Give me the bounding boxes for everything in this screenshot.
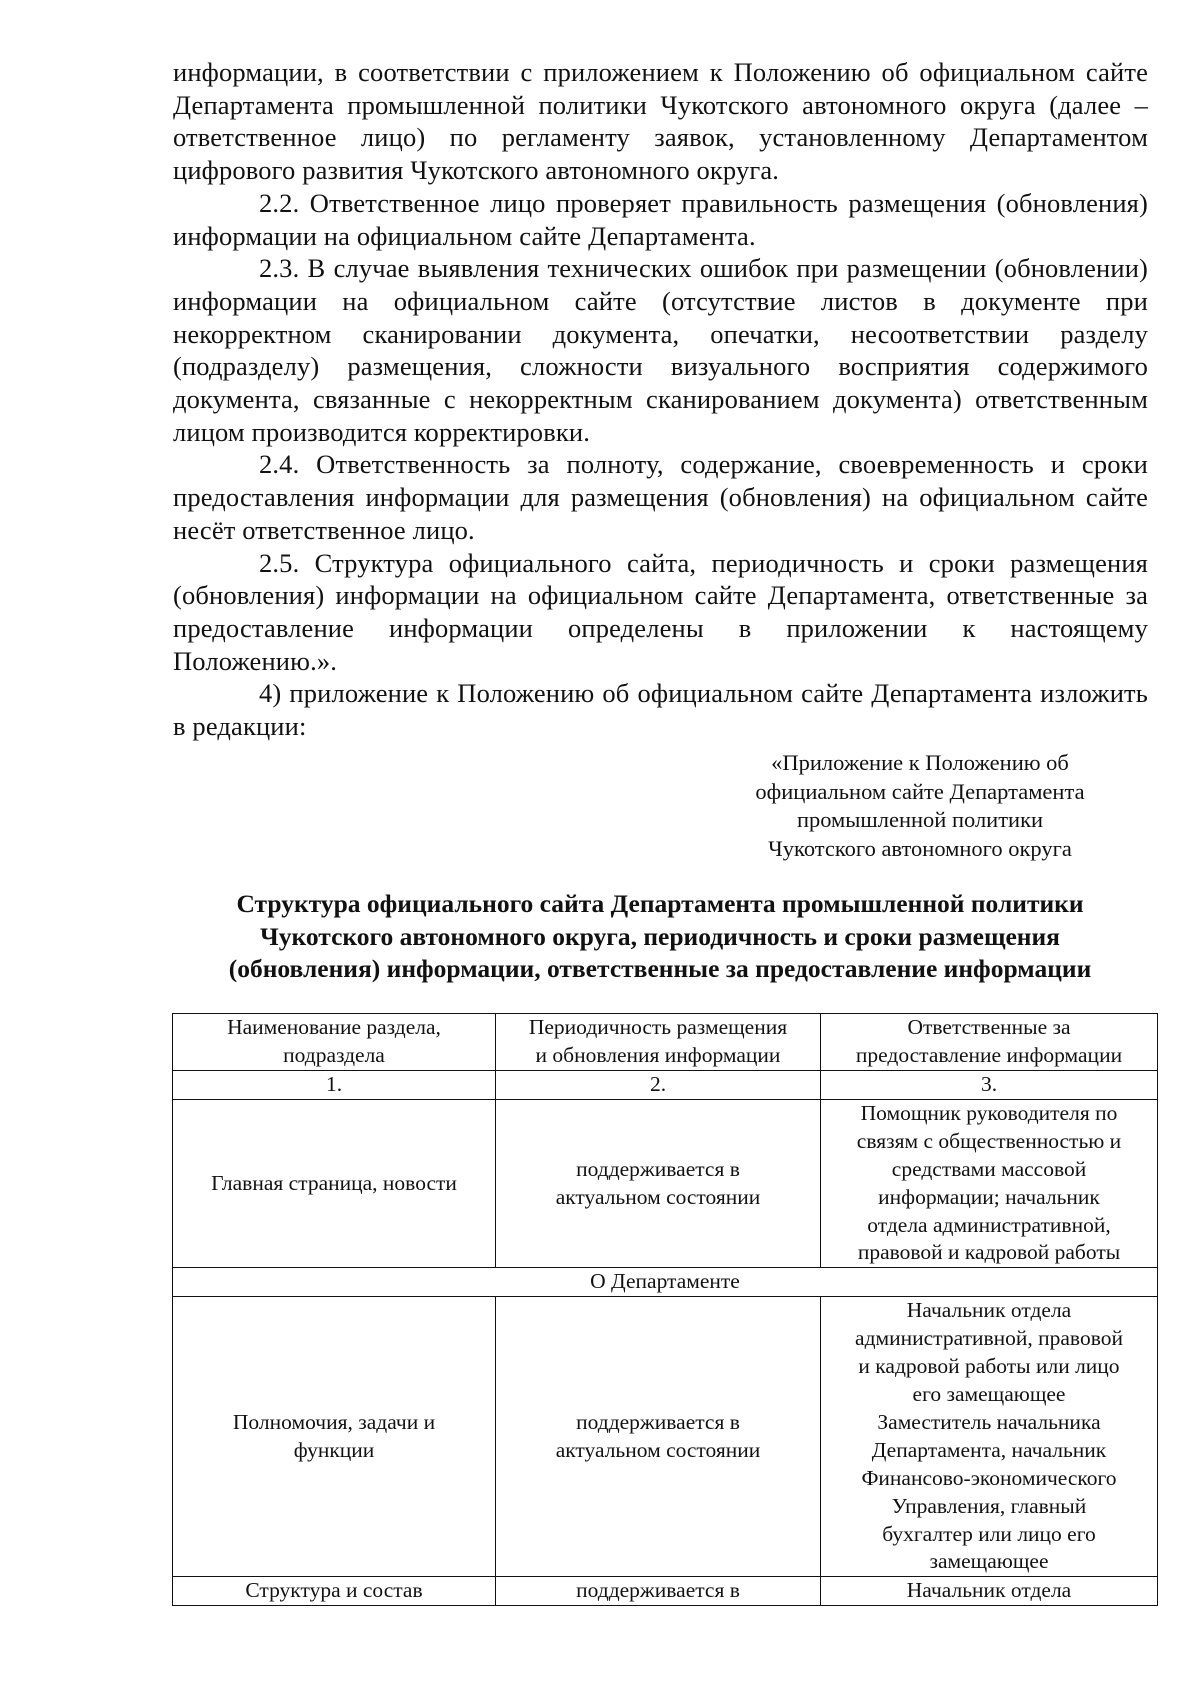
body-paragraph: 2.3. В случае выявления технических ошибок при размещении (обновлении) информации на официальном сайте (отсутствие листов в документе при некорректном сканировании документа, опечатки, несоответствии разделу (подразделу) размещения, сложности визуального восприятия содержимого документа, связанные с некорректным сканированием документа) ответственным лицом производится корректировки. <box>173 253 1148 447</box>
cell-text-line: отдела административной, <box>867 1212 1111 1237</box>
cell-text-line: Департамента, начальник <box>871 1437 1107 1462</box>
cell-text-line: связям с общественностью и <box>856 1128 1122 1153</box>
cell-text-line: актуальном состоянии <box>555 1184 761 1209</box>
table-cell <box>496 1297 821 1577</box>
table-body <box>173 1014 1158 1606</box>
cell-text-line: правовой и кадровой работы <box>857 1240 1121 1265</box>
table-header-cell <box>496 1014 821 1071</box>
column-number-cell: 3. <box>821 1071 1158 1100</box>
body-paragraph: 2.2. Ответственное лицо проверяет правильность размещения (обновления) информации на официальном сайте Департамента. <box>173 187 1148 251</box>
cell-text-line: функции <box>293 1437 375 1462</box>
cell-text-line: актуальном состоянии <box>555 1437 761 1462</box>
cell-text-line: Помощник руководителя по <box>860 1100 1118 1125</box>
table-cell <box>496 1577 821 1606</box>
column-number-cell: 1. <box>173 1071 496 1100</box>
cell-text-line: Начальник отдела <box>906 1578 1072 1603</box>
site-structure-table <box>172 1013 1158 1606</box>
table-cell <box>496 1099 821 1267</box>
column-number-cell: 2. <box>496 1071 821 1100</box>
table-cell <box>173 1577 496 1606</box>
body-paragraph: 2.4. Ответственность за полноту, содержание, своевременность и сроки предоставления информации для размещения (обновления) на официальном сайте несёт ответственное лицо. <box>173 449 1148 545</box>
table-cell <box>821 1297 1158 1577</box>
cell-text-line: подраздела <box>283 1043 385 1067</box>
table-row <box>173 1099 1158 1267</box>
appendix-note-line: официальном сайте Департамента <box>755 778 1085 804</box>
table-cell <box>173 1297 496 1577</box>
cell-text-line: Заместитель начальника <box>877 1409 1101 1434</box>
table-cell <box>173 1099 496 1267</box>
appendix-note-line: «Приложение к Положению об <box>771 750 1069 775</box>
cell-text-line: Начальник отдела <box>906 1298 1072 1323</box>
cell-text-line: поддерживается в <box>576 1409 740 1434</box>
cell-text-line: Финансово-экономического <box>861 1465 1117 1490</box>
cell-text-line: поддерживается в <box>576 1156 740 1181</box>
cell-text-line: средствами массовой <box>891 1156 1087 1181</box>
cell-text-line: Периодичность размещения <box>528 1015 788 1040</box>
appendix-note <box>730 749 1110 863</box>
table-header-cell <box>821 1014 1158 1071</box>
table-header-row <box>173 1014 1158 1071</box>
cell-text-line: Полномочия, задачи и <box>232 1409 436 1434</box>
cell-text-line: информации; начальник <box>878 1184 1100 1209</box>
cell-text-line: поддерживается в <box>576 1578 740 1603</box>
appendix-note-line: Чукотского автономного округа <box>768 835 1072 861</box>
body-text <box>173 56 1148 743</box>
cell-text-line: административной, правовой <box>855 1326 1123 1351</box>
table-cell <box>821 1577 1158 1606</box>
table-number-row <box>173 1071 1158 1100</box>
cell-text-line: предоставление информации <box>855 1043 1123 1067</box>
document-title-line: Структура официального сайта Департамента промышленной политики <box>236 889 1084 918</box>
cell-text-line: и кадровой работы или лицо <box>858 1354 1120 1379</box>
cell-text-line: Управления, главный <box>891 1493 1087 1518</box>
cell-text-line: и обновления информации <box>535 1043 781 1067</box>
table-row <box>173 1297 1158 1577</box>
document-title <box>160 888 1160 986</box>
document-title-line: (обновления) информации, ответственные за предоставление информации <box>228 954 1092 983</box>
section-heading-cell: О Департаменте <box>173 1268 1158 1297</box>
body-paragraph: 2.5. Структура официального сайта, периодичность и сроки размещения (обновления) информации на официальном сайте Департамента, ответственные за предоставление информации определены в приложении к настоящему Положению.». <box>173 547 1148 676</box>
table-row <box>173 1577 1158 1606</box>
cell-text-line: Ответственные за <box>907 1015 1071 1040</box>
cell-text-line: Структура и состав <box>245 1578 423 1603</box>
body-paragraph: 4) приложение к Положению об официальном сайте Департамента изложить в редакции: <box>173 678 1148 742</box>
appendix-note-line: промышленной политики <box>796 807 1044 832</box>
body-paragraph: информации, в соответствии с приложением к Положению об официальном сайте Департамента промышленной политики Чукотского автономного округа (далее – ответственное лицо) по регламенту заявок, установленному Департаментом цифрового развития Чукотского автономного округа. <box>173 57 1148 186</box>
table-section-row <box>173 1268 1158 1297</box>
cell-text-line: Наименование раздела, <box>227 1015 441 1040</box>
table-header-cell <box>173 1014 496 1071</box>
table-cell <box>821 1099 1158 1267</box>
cell-text-line: его замещающее <box>912 1381 1066 1406</box>
cell-text-line: бухгалтер или лицо его <box>882 1521 1096 1546</box>
cell-text-line: Главная страница, новости <box>211 1170 457 1195</box>
document-title-line: Чукотского автономного округа, периодичность и сроки размещения <box>260 921 1060 951</box>
cell-text-line: замещающее <box>929 1549 1049 1574</box>
